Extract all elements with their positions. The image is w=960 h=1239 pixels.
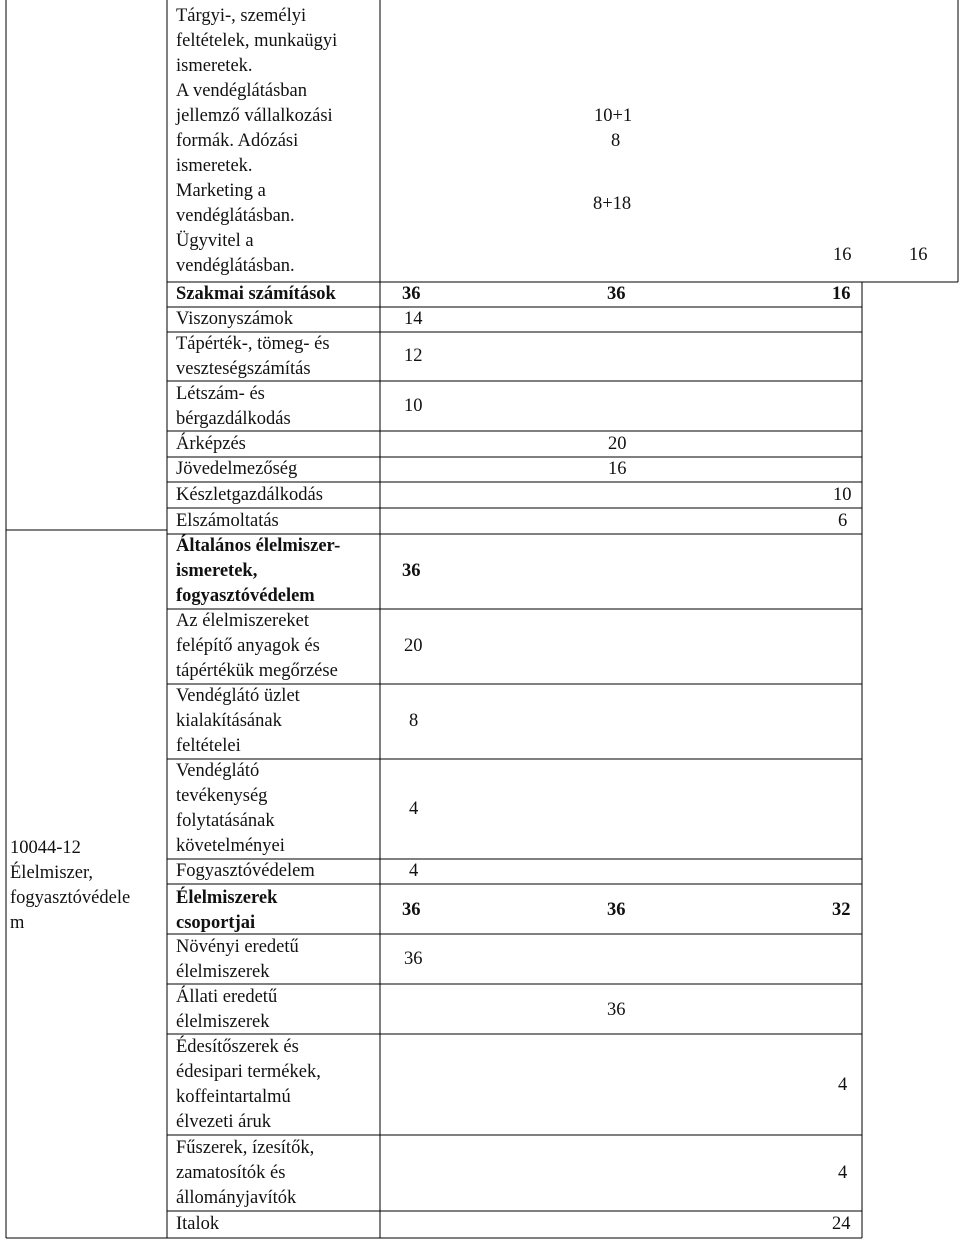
row-label: zamatosítók és xyxy=(176,1163,286,1183)
row-label: Marketing a xyxy=(176,181,266,201)
cell-value: 10 xyxy=(404,396,423,416)
row-label: Tápérték-, tömeg- és xyxy=(176,334,330,354)
row-label: Szakmai számítások xyxy=(176,284,336,304)
row-label: ismeretek, xyxy=(176,561,258,581)
row-label: formák. Adózási xyxy=(176,131,299,151)
module-name: m xyxy=(10,913,25,933)
cell-value: 16 xyxy=(909,245,928,265)
row-label: kialakításának xyxy=(176,711,282,731)
cell-value: 20 xyxy=(608,434,627,454)
row-label: Létszám- és xyxy=(176,384,265,404)
cell-value: 16 xyxy=(608,459,627,479)
cell-value: 8 xyxy=(409,711,419,731)
cell-value: 32 xyxy=(832,900,851,920)
row-label: tevékenység xyxy=(176,786,268,806)
cell-value: 4 xyxy=(838,1075,848,1095)
row-label: Italok xyxy=(176,1214,220,1234)
row-label: A vendéglátásban xyxy=(176,81,307,101)
row-label: csoportjai xyxy=(176,913,256,933)
row-label: Árképzés xyxy=(176,434,246,454)
cell-value: 36 xyxy=(402,284,421,304)
cell-value: 36 xyxy=(607,900,626,920)
row-label: Viszonyszámok xyxy=(176,309,294,329)
row-label: Édesítőszerek és xyxy=(176,1037,299,1057)
cell-value: 6 xyxy=(838,511,848,531)
row-label: élelmiszerek xyxy=(176,1012,270,1032)
row-label: édesipari termékek, xyxy=(176,1062,321,1082)
row-label: Általános élelmiszer- xyxy=(176,536,341,556)
cell-value: 16 xyxy=(832,284,851,304)
row-label: koffeintartalmú xyxy=(176,1087,291,1107)
row-label: Vendéglátó üzlet xyxy=(176,686,300,706)
cell-value: 12 xyxy=(404,346,423,366)
row-label: felépítő anyagok és xyxy=(176,636,320,656)
row-label: folytatásának xyxy=(176,811,275,831)
row-label: Készletgazdálkodás xyxy=(176,485,323,505)
cell-value: 36 xyxy=(607,284,626,304)
cell-value: 10+1 xyxy=(594,106,633,126)
row-label: Fogyasztóvédelem xyxy=(176,861,315,881)
row-label: tápértékük megőrzése xyxy=(176,661,338,681)
row-label: élelmiszerek xyxy=(176,962,270,982)
row-label: követelményei xyxy=(176,836,285,856)
row-label: vendéglátásban. xyxy=(176,256,295,276)
row-label: vendéglátásban. xyxy=(176,206,295,226)
row-label: Jövedelmezőség xyxy=(176,459,298,479)
cell-value: 14 xyxy=(404,309,423,329)
row-label: feltételek, munkaügyi xyxy=(176,31,338,51)
cell-value: 4 xyxy=(838,1163,848,1183)
cell-value: 8 xyxy=(611,131,621,151)
cell-value: 36 xyxy=(402,561,421,581)
row-label: Növényi eredetű xyxy=(176,937,299,957)
row-label: állományjavítók xyxy=(176,1188,297,1208)
module-name: fogyasztóvédele xyxy=(10,888,131,908)
row-label: Vendéglátó xyxy=(176,761,260,781)
row-label: Élelmiszerek xyxy=(176,888,278,908)
cell-value: 36 xyxy=(607,1000,626,1020)
row-label: Ügyvitel a xyxy=(176,231,254,251)
cell-value: 20 xyxy=(404,636,423,656)
row-label: Az élelmiszereket xyxy=(176,611,310,631)
row-label: jellemző vállalkozási xyxy=(176,106,333,126)
cell-value: 4 xyxy=(409,799,419,819)
cell-value: 10 xyxy=(833,485,852,505)
row-label: Fűszerek, ízesítők, xyxy=(176,1138,315,1158)
row-label: Tárgyi-, személyi xyxy=(176,6,307,26)
row-label: veszteségszámítás xyxy=(176,359,311,379)
row-label: fogyasztóvédelem xyxy=(176,586,315,606)
row-label: feltételei xyxy=(176,736,241,756)
cell-value: 36 xyxy=(404,949,423,969)
row-label: ismeretek. xyxy=(176,56,253,76)
cell-value: 4 xyxy=(409,861,419,881)
cell-value: 36 xyxy=(402,900,421,920)
row-label: Elszámoltatás xyxy=(176,511,279,531)
cell-value: 16 xyxy=(833,245,852,265)
row-label: ismeretek. xyxy=(176,156,253,176)
module-code: 10044-12 xyxy=(10,838,81,858)
row-label: élvezeti áruk xyxy=(176,1112,272,1132)
module-name: Élelmiszer, xyxy=(10,863,93,883)
row-label: Állati eredetű xyxy=(176,987,278,1007)
row-label: bérgazdálkodás xyxy=(176,409,291,429)
cell-value: 24 xyxy=(832,1214,851,1234)
cell-value: 8+18 xyxy=(593,194,632,214)
